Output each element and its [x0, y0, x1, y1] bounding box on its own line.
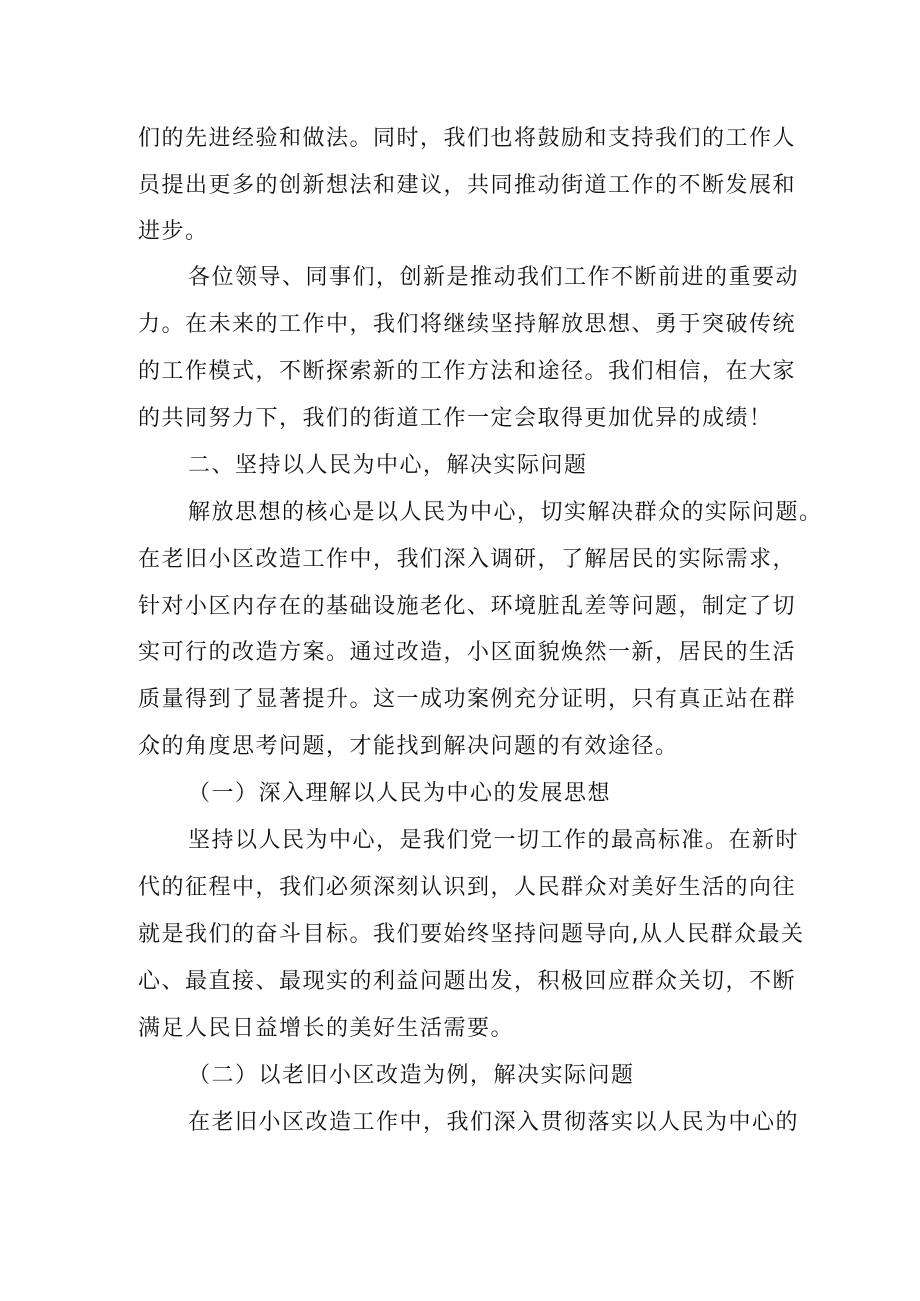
- paragraph-first-line: 坚持以人民为中心，是我们党一切工作的最高标准。在新时: [188, 828, 800, 853]
- paragraph-first-line: 解放思想的核心是以人民为中心，切实解决群众的实际问题。: [188, 500, 823, 525]
- text-line: 们的先进经验和做法。同时，我们也将鼓励和支持我们的工作人: [138, 126, 797, 151]
- text-line: 力。在未来的工作中，我们将继续坚持解放思想、勇于突破传统: [138, 312, 797, 337]
- text-line: 的共同努力下，我们的街道工作一定会取得更加优异的成绩！: [138, 406, 773, 431]
- text-line: 实可行的改造方案。通过改造，小区面貌焕然一新，居民的生活: [138, 640, 797, 665]
- text-line: 的工作模式，不断探索新的工作方法和途径。我们相信，在大家: [138, 359, 797, 384]
- text-line: 心、最直接、最现实的利益问题出发，积极回应群众关切，不断: [138, 969, 797, 994]
- text-line: 就是我们的奋斗目标。我们要始终坚持问题导向,从人民群众最关: [138, 922, 805, 947]
- subsection-heading: （二）以老旧小区改造为例，解决实际问题: [188, 1063, 635, 1088]
- section-heading: 二、坚持以人民为中心，解决实际问题: [188, 453, 588, 478]
- text-line: 代的征程中，我们必须深刻认识到，人民群众对美好生活的向往: [138, 875, 797, 900]
- text-line: 质量得到了显著提升。这一成功案例充分证明，只有真正站在群: [138, 687, 797, 712]
- subsection-heading: （一）深入理解以人民为中心的发展思想: [188, 781, 612, 806]
- paragraph-first-line: 各位领导、同事们，创新是推动我们工作不断前进的重要动: [188, 265, 800, 290]
- paragraph-first-line: 在老旧小区改造工作中，我们深入贯彻落实以人民为中心的: [188, 1110, 800, 1135]
- text-line: 进步。: [138, 219, 209, 244]
- text-line: 满足人民日益增长的美好生活需要。: [138, 1016, 515, 1041]
- text-line: 在老旧小区改造工作中，我们深入调研，了解居民的实际需求，: [138, 547, 797, 572]
- text-line: 针对小区内存在的基础设施老化、环境脏乱差等问题，制定了切: [138, 594, 797, 619]
- text-line: 众的角度思考问题，才能找到解决问题的有效途径。: [138, 734, 679, 759]
- text-line: 员提出更多的创新想法和建议，共同推动街道工作的不断发展和: [138, 173, 797, 198]
